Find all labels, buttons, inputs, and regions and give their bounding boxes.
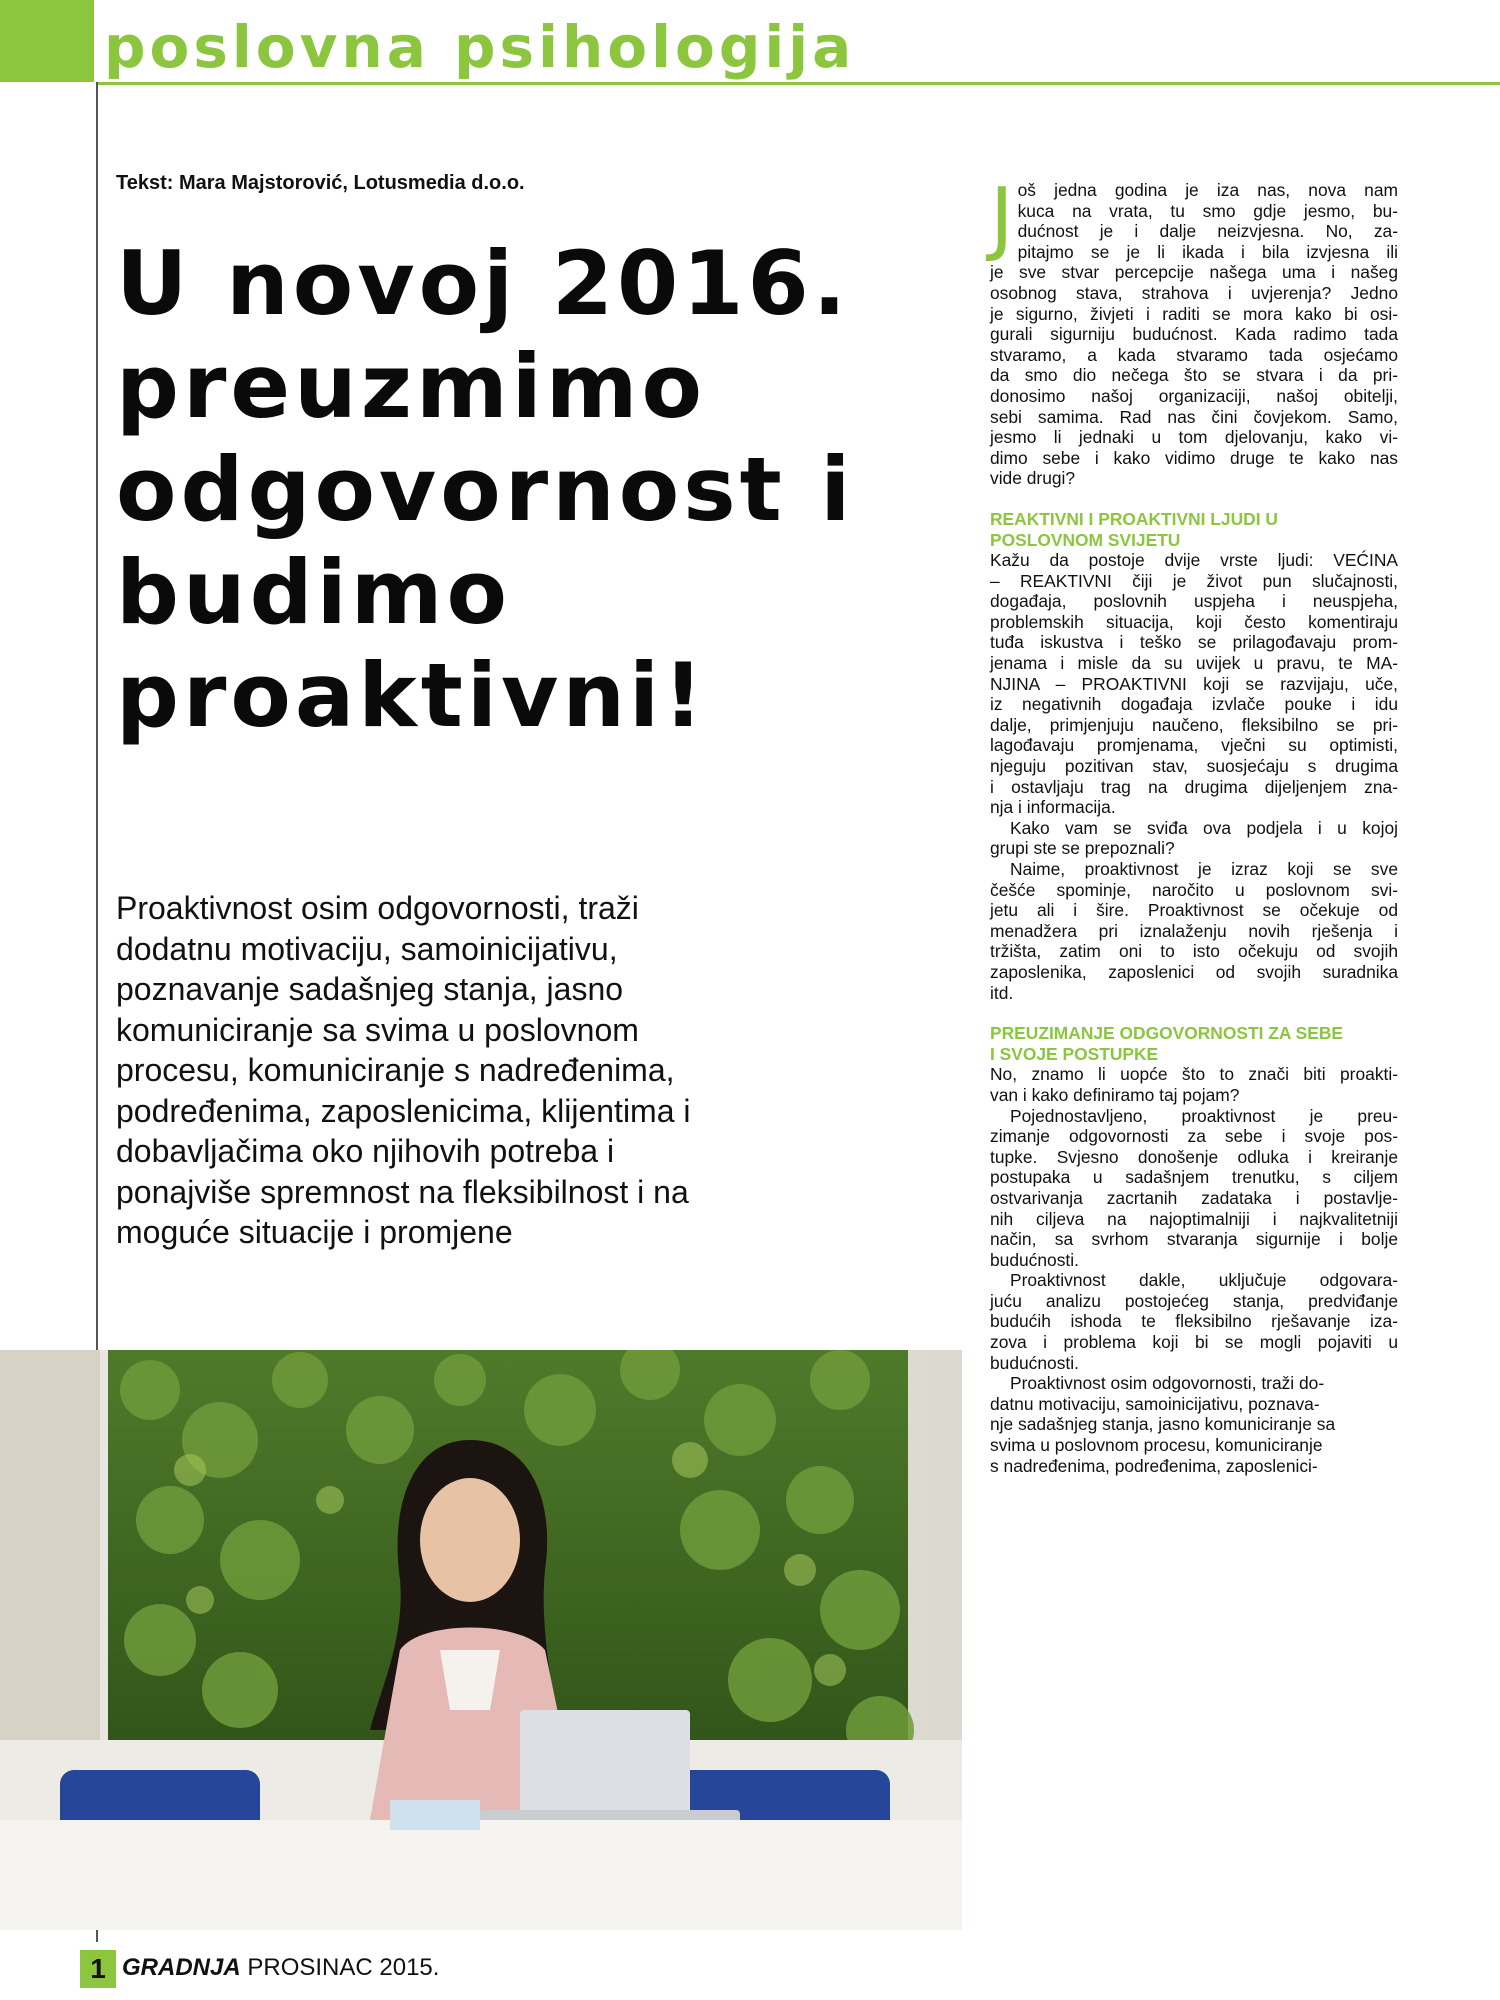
paragraph-line: tupke. Svjesno donošenje odluka i kreiranje <box>990 1146 1398 1167</box>
paragraph-line: događaja, poslovnih uspjeha i neuspjeha, <box>990 591 1398 612</box>
body-line: je sve stvar percepcije našega uma i našeg <box>990 262 1398 283</box>
paragraph <box>990 1106 1398 1271</box>
body-line: dućnost je i dalje neizvjesna. No, za- <box>1017 221 1398 242</box>
subheading <box>990 509 1398 550</box>
paragraph-line: dalje, primjenjuju naučeno, fleksibilno se pri- <box>990 714 1398 735</box>
subheading <box>990 1023 1398 1064</box>
paragraph <box>990 1270 1398 1373</box>
lead-paragraph <box>116 888 936 1253</box>
paragraph-line: i ostavljaju trag na drugima dijeljenjem zna- <box>990 776 1398 797</box>
lead-line: dobavljačima oko njihovih potreba i <box>116 1133 615 1169</box>
paragraph-line: grupi ste se prepoznali? <box>990 838 1175 859</box>
lead-line: ponajviše spremnost na fleksibilnost i na <box>116 1173 689 1210</box>
subheading-line: POSLOVNOM SVIJETU <box>990 529 1181 550</box>
paragraph-line: budućnosti. <box>990 1352 1079 1373</box>
issue-date: PROSINAC 2015. <box>247 1954 440 1981</box>
headline <box>116 232 966 747</box>
paragraph-line: Naime, proaktivnost je izraz koji se sve <box>1010 859 1398 879</box>
paragraph-line: datnu motivaciju, samoinicijativu, poznava- <box>990 1393 1320 1414</box>
headline-line: odgovornost i <box>116 438 855 541</box>
drop-cap: J <box>990 171 1014 264</box>
paragraph-line: Kako vam se sviđa ova podjela i u kojoj <box>1010 817 1398 838</box>
paragraph-line: budućih ishoda te fleksibilno rješavanje iza- <box>990 1311 1398 1332</box>
body-line: donosimo našoj organizaciji, našoj obitelji, <box>990 385 1398 406</box>
paragraph <box>990 550 1398 818</box>
photo-illustration <box>0 1350 962 1930</box>
headline-line: proaktivni! <box>116 644 708 747</box>
paragraph <box>990 1064 1398 1105</box>
paragraph-line: tuđa iskustva i teško se prilagođavaju prom- <box>990 632 1398 653</box>
paragraph-line: nih ciljeva na najoptimalniji i najkvalitetniji <box>990 1208 1398 1229</box>
paragraph-line: No, znamo li uopće što to znači biti proakti- <box>990 1064 1398 1085</box>
headline-line: U novoj 2016. <box>116 232 851 335</box>
paragraph-line: juću analizu postojećeg stanja, predviđanje <box>990 1290 1398 1311</box>
paragraph <box>990 818 1398 859</box>
paragraph-line: Kažu da postoje dvije vrste ljudi: VEĆINA <box>990 550 1398 571</box>
body-line: kuca na vrata, tu smo gdje jesmo, bu- <box>1017 200 1398 221</box>
subheading-line: PREUZIMANJE ODGOVORNOSTI ZA SEBE <box>990 1023 1344 1044</box>
body-line: pitajmo se je li ikada i bila izvjesna ili <box>1017 241 1398 262</box>
page-number: 1 <box>80 1950 116 1988</box>
paragraph-line: – REAKTIVNI čiji je život pun slučajnosti, <box>990 570 1398 591</box>
lead-line: poznavanje sadašnjeg stanja, jasno <box>116 971 624 1007</box>
body-line: da smo dio nečega što se stvara i da pri- <box>990 365 1398 386</box>
magazine-name: GRADNJA <box>122 1954 241 1981</box>
paragraph-line: jetu ali i šire. Proaktivnost se očekuje od <box>990 900 1398 921</box>
paragraph-line: van i kako definiramo taj pojam? <box>990 1084 1240 1105</box>
lead-line: moguće situacije i promjene <box>116 1214 513 1250</box>
body-line: oš jedna godina je iza nas, nova nam <box>1017 180 1398 200</box>
section-title: poslovna psihologija <box>104 13 856 81</box>
lead-line: dodatnu motivaciju, samoinicijativu, <box>116 930 618 967</box>
header-rule <box>96 82 1500 85</box>
lead-line: podređenima, zaposlenicima, klijentima i <box>116 1092 691 1129</box>
paragraph-line: način, sa svrhom stvaranja sigurnije i bolje <box>990 1229 1398 1250</box>
body-line: vide drugi? <box>990 468 1076 489</box>
paragraph-line: njeguju pozitivan stav, suosjećaju s drugima <box>990 756 1398 777</box>
paragraph-line: s nadređenima, podređenima, zaposlenici- <box>990 1455 1318 1476</box>
paragraph-line: Proaktivnost dakle, uključuje odgovara- <box>1010 1270 1398 1291</box>
paragraph-line: iz negativnih događaja izvlače pouke i idu <box>990 694 1398 715</box>
paragraph <box>990 1373 1398 1476</box>
paragraph-line: jenama i misle da su uvijek u pravu, te MA- <box>990 653 1398 674</box>
paragraph-line: Pojednostavljeno, proaktivnost je preu- <box>1010 1105 1398 1126</box>
headline-line: preuzmimo <box>116 335 706 438</box>
paragraph-line: svima u poslovnom procesu, komuniciranje <box>990 1435 1323 1456</box>
section-color-tab <box>0 0 94 82</box>
paragraph-line: zimanje odgovornosti za sebe i svoje pos- <box>990 1126 1398 1147</box>
paragraph-line: nje sadašnjeg stanja, jasno komuniciranje sa <box>990 1414 1336 1435</box>
intro-paragraph <box>990 171 1398 489</box>
paragraph-line: zova i problema koji bi se mogli pojaviti u <box>990 1332 1398 1353</box>
paragraph-line: itd. <box>990 982 1014 1003</box>
subheading-line: I SVOJE POSTUPKE <box>990 1043 1159 1064</box>
lead-line: Proaktivnost osim odgovornosti, traži <box>116 890 639 926</box>
paragraph-line: problemskih situacija, koji često komentiraju <box>990 611 1398 632</box>
body-line: je sigurno, živjeti i raditi se mora kako bi osi- <box>990 303 1398 324</box>
paragraph-line: zaposlenika, zaposlenici od svojih suradnika <box>990 961 1398 982</box>
paragraph <box>990 859 1398 1003</box>
paragraph-line: češće spominje, naročito u poslovnom svi- <box>990 879 1398 900</box>
lead-line: komuniciranje sa svima u poslovnom <box>116 1011 639 1048</box>
body-line: jesmo li jednaki u tom djelovanju, kako vi- <box>990 427 1398 448</box>
paragraph-line: NJINA – PROAKTIVNI koji se razvijaju, uče, <box>990 673 1398 694</box>
lead-line: procesu, komuniciranje s nadređenima, <box>116 1052 675 1088</box>
subheading-line: REAKTIVNI I PROAKTIVNI LJUDI U <box>990 508 1278 529</box>
paragraph-line: Proaktivnost osim odgovornosti, traži do- <box>1010 1373 1325 1394</box>
paragraph-line: lagođavaju promjenama, vječni su optimisti, <box>990 735 1398 756</box>
paragraph-line: nja i informacija. <box>990 797 1116 818</box>
paragraph-line: budućnosti. <box>990 1249 1079 1270</box>
paragraph-line: tržišta, zatim oni to isto očekuju od svojih <box>990 941 1398 962</box>
body-line: osobnog stava, strahova i uvjerenja? Jedno <box>990 282 1398 303</box>
paragraph-line: postupaka u sadašnjem trenutku, s ciljem <box>990 1167 1398 1188</box>
paragraph-line: ostvarivanja zacrtanih zadataka i postavlje- <box>990 1187 1398 1208</box>
byline: Tekst: Mara Majstorović, Lotusmedia d.o.o. <box>116 172 525 194</box>
body-column <box>990 171 1398 1476</box>
article-photo <box>0 1350 962 1930</box>
body-line: stvaramo, a kada stvaramo tada osjećamo <box>990 344 1398 365</box>
body-line: gurali sigurniju budućnost. Kada radimo tada <box>990 324 1398 345</box>
paragraph-line: menadžera pri iznalaženju novih rješenja i <box>990 920 1398 941</box>
publication-info <box>122 1954 439 1982</box>
body-line: dimo sebe i kako vidimo druge te kako nas <box>990 447 1398 468</box>
body-line: sebi samima. Rad nas čini čovjekom. Samo, <box>990 406 1398 427</box>
headline-line: budimo <box>116 541 511 644</box>
